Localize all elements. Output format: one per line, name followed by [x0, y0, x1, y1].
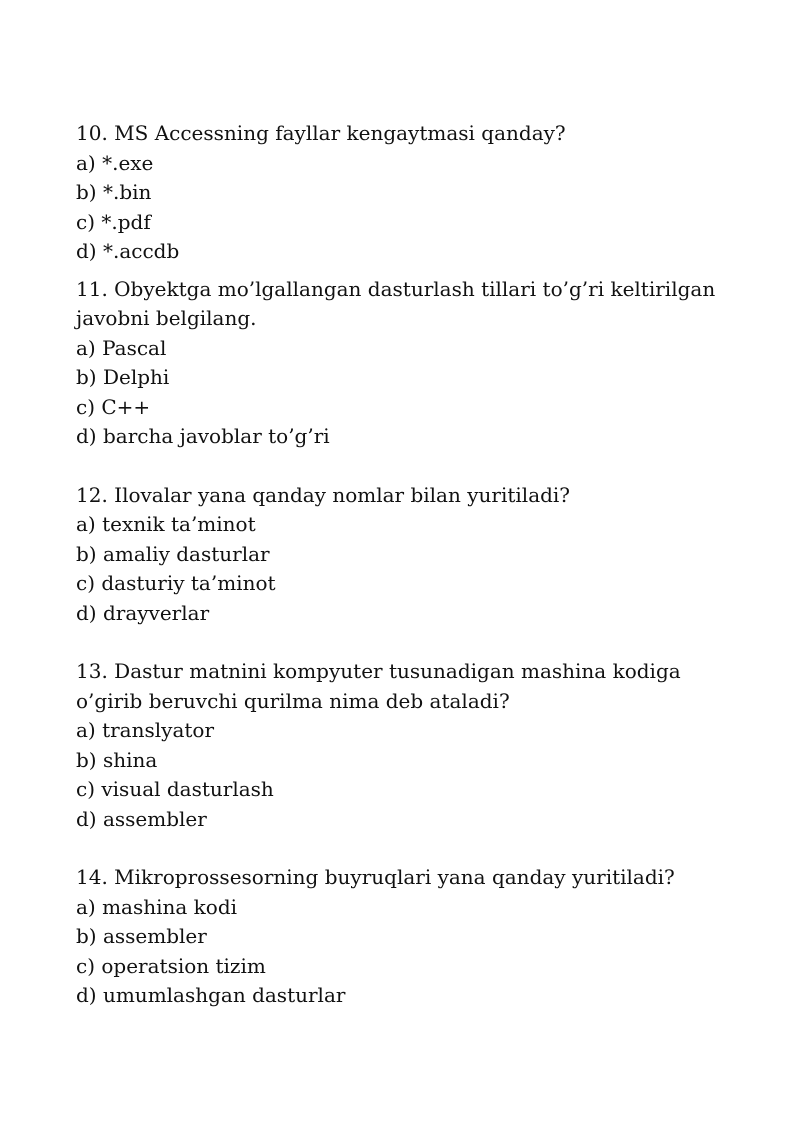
- option-a: a) translyator: [76, 718, 215, 742]
- option-a: a) *.exe: [76, 150, 154, 175]
- option-b: b) *.bin: [76, 180, 152, 204]
- question-10: [76, 119, 736, 267]
- option-c: c) *.pdf: [76, 209, 151, 234]
- option-a: a) Pascal: [76, 335, 167, 360]
- option-d: d) drayverlar: [76, 600, 210, 625]
- question-11: [76, 275, 736, 452]
- option-a: a) mashina kodi: [76, 894, 238, 919]
- option-d: d) *.accdb: [76, 239, 180, 263]
- question-14: [76, 863, 736, 1011]
- answer-options: [76, 893, 736, 1011]
- option-c: c) visual dasturlash: [76, 777, 274, 801]
- question-text: 10. MS Accessning fayllar kengaytmasi qanday?: [76, 121, 566, 145]
- option-b: b) shina: [76, 747, 158, 772]
- answer-options: [76, 149, 736, 267]
- option-b: b) assembler: [76, 924, 207, 948]
- option-d: d) assembler: [76, 806, 207, 831]
- option-b: b) Delphi: [76, 365, 170, 389]
- answer-options: [76, 334, 736, 452]
- document-page: [76, 119, 736, 1011]
- question-13: [76, 657, 736, 834]
- option-a: a) texnik ta’minot: [76, 512, 256, 536]
- question-text: 13. Dastur matnini kompyuter tusunadigan mashina kodiga o’girib beruvchi qurilma nima deb ataladi?: [76, 659, 681, 713]
- option-c: c) operatsion tizim: [76, 953, 266, 978]
- question-12: [76, 481, 736, 629]
- option-d: d) umumlashgan dasturlar: [76, 983, 346, 1007]
- option-c: c) dasturiy ta’minot: [76, 571, 276, 595]
- option-b: b) amaliy dasturlar: [76, 541, 270, 566]
- question-text: 14. Mikroprossesorning buyruqlari yana qanday yuritiladi?: [76, 865, 675, 889]
- answer-options: [76, 510, 736, 628]
- option-d: d) barcha javoblar to’g’ri: [76, 424, 330, 448]
- answer-options: [76, 716, 736, 834]
- option-c: c) C++: [76, 394, 151, 419]
- question-text: 11. Obyektga mo’lgallangan dasturlash tillari to’g’ri keltirilgan javobni belgilang.: [76, 276, 716, 330]
- question-text: 12. Ilovalar yana qanday nomlar bilan yuritiladi?: [76, 482, 571, 507]
